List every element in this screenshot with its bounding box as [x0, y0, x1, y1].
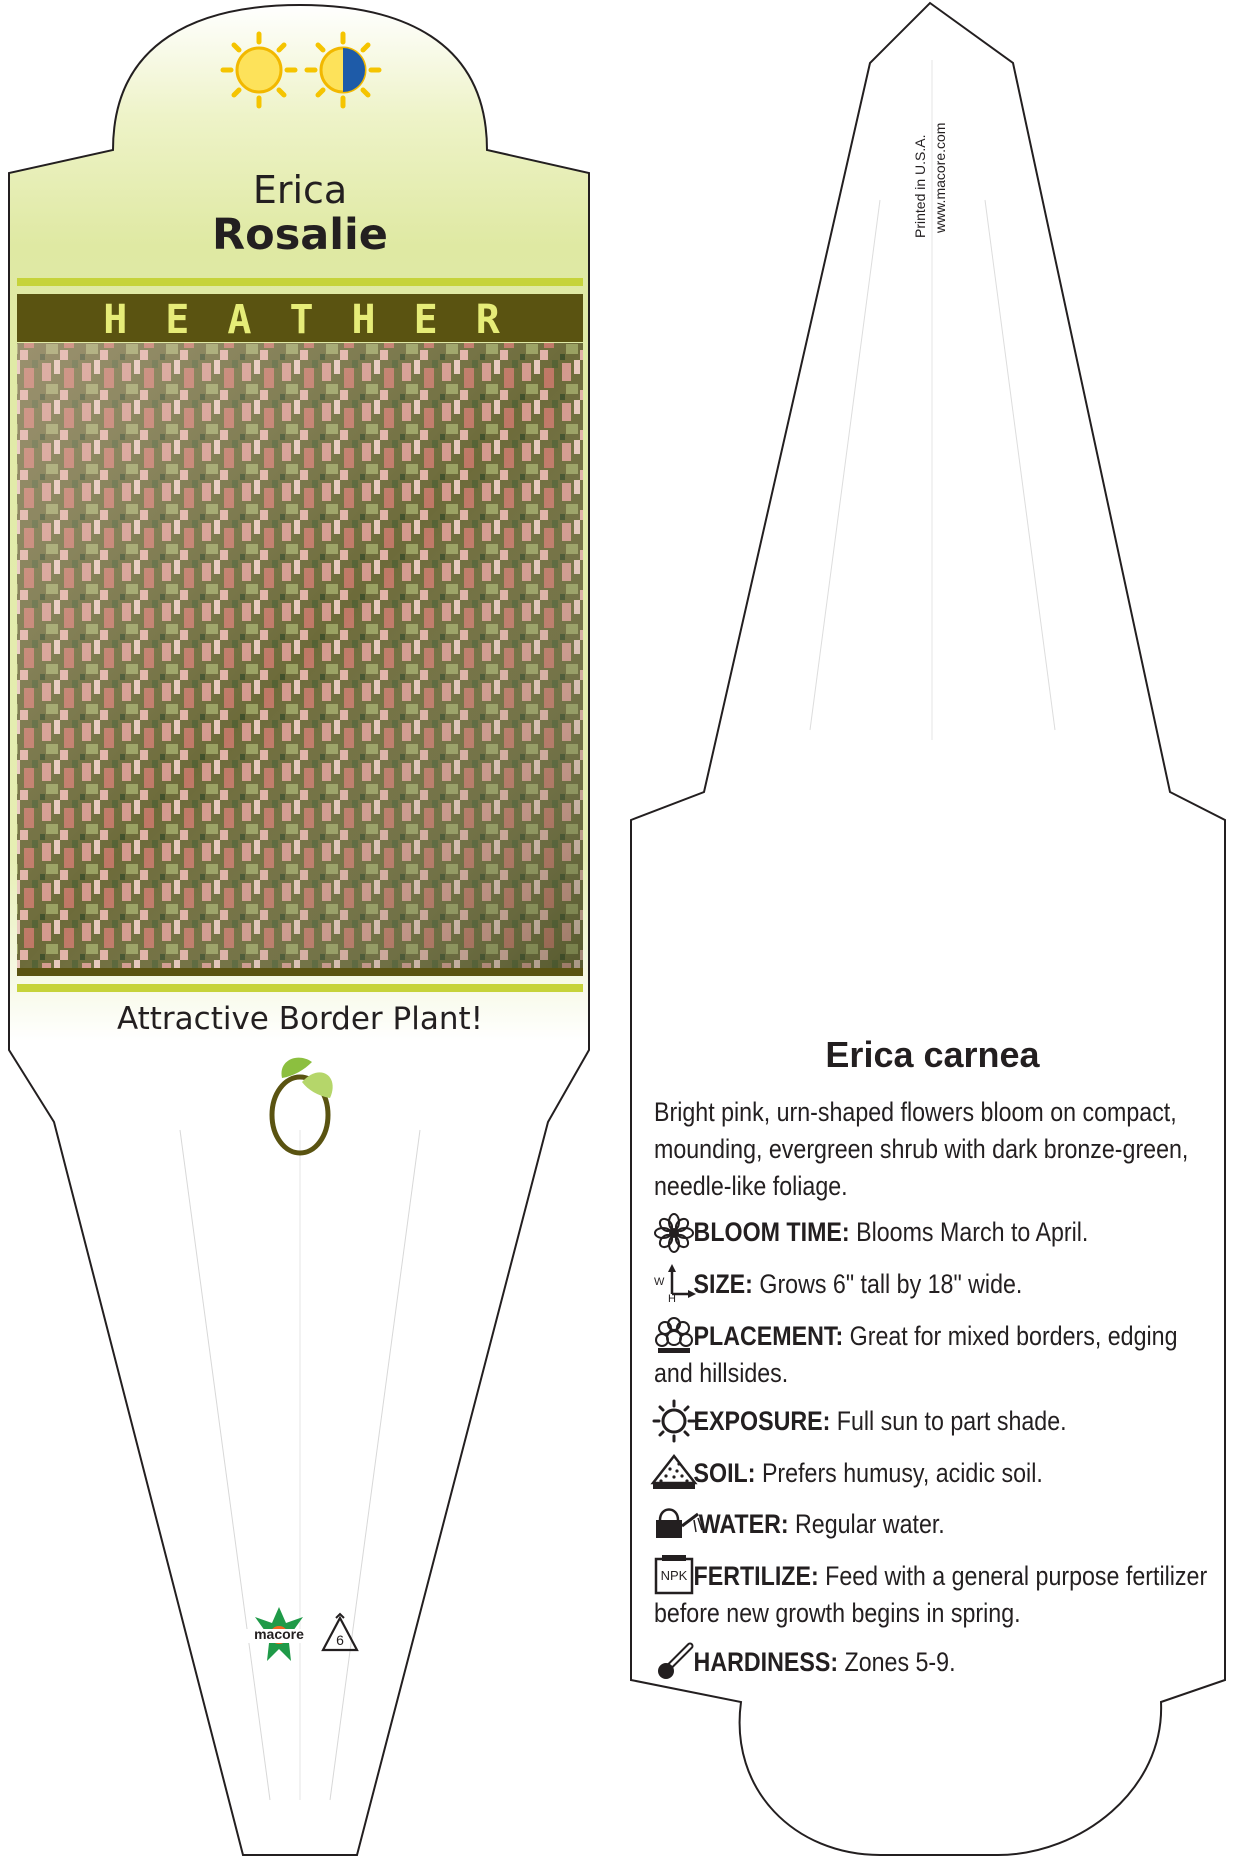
attribute-label: SOIL: — [693, 1458, 756, 1488]
attribute-label: FERTILIZE: — [693, 1561, 819, 1591]
attribute-text: Grows 6" tall by 18" wide. — [759, 1269, 1023, 1299]
attribute-size — [654, 1266, 1213, 1303]
attribute-label: SIZE: — [693, 1269, 753, 1299]
attribute-exposure — [654, 1403, 1213, 1440]
attribute-text: Regular water. — [795, 1509, 945, 1539]
front-tag — [9, 5, 589, 1855]
recycle-code: 6 — [336, 1632, 344, 1648]
attribute-label: HARDINESS: — [693, 1647, 839, 1677]
attribute-bloom-time — [654, 1214, 1213, 1251]
plant-cultivar: Rosalie — [212, 210, 388, 260]
attribute-soil — [654, 1455, 1213, 1492]
attribute-label: EXPOSURE: — [693, 1406, 831, 1436]
plant-genus: Erica — [252, 168, 348, 212]
attribute-label: PLACEMENT: — [693, 1321, 844, 1351]
attribute-water — [654, 1506, 1213, 1543]
attribute-text: Full sun to part shade. — [836, 1406, 1067, 1436]
attribute-text: Zones 5-9. — [844, 1647, 956, 1677]
attribute-placement — [654, 1318, 1213, 1392]
tagline: Attractive Border Plant! — [116, 1001, 484, 1037]
size-icon-h: H — [668, 1293, 676, 1305]
website-label: www.macore.com — [932, 122, 948, 233]
npk-label: NPK — [660, 1568, 688, 1583]
common-name-band: HEATHER — [103, 297, 538, 343]
attribute-label: BLOOM TIME: — [693, 1217, 850, 1247]
size-icon-w: W — [654, 1276, 665, 1288]
attribute-text: Great for mixed borders, edging and hillsides. — [654, 1321, 1178, 1388]
attribute-text: Feed with a general purpose fertilizer before new growth begins in spring. — [654, 1561, 1208, 1628]
attribute-text: Prefers humusy, acidic soil. — [761, 1458, 1043, 1488]
attribute-hardiness — [654, 1644, 1213, 1681]
printed-in-label: Printed in U.S.A. — [912, 134, 928, 238]
macore-logo-text: macore — [254, 1626, 304, 1642]
species-name: Erica carnea — [825, 1034, 1040, 1075]
plant-description: Bright pink, urn-shaped flowers bloom on compact, mounding, evergreen shrub with dark bronze-green, needle-like foliage. — [654, 1097, 1189, 1201]
attribute-text: Blooms March to April. — [856, 1217, 1089, 1247]
attribute-label: WATER: — [698, 1509, 789, 1539]
attribute-fertilize — [654, 1558, 1213, 1632]
